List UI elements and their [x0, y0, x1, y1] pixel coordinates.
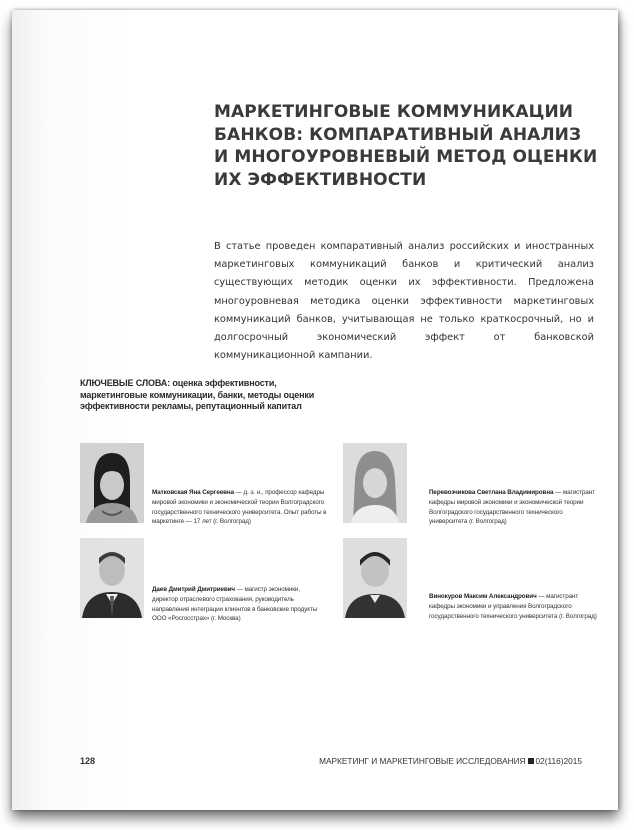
keywords-list: оценка эффективности, маркетинговые коммуникации, банки, методы оценки эффективности рекламы, репутационный капитал [80, 378, 315, 411]
square-separator-icon [528, 758, 534, 764]
keywords-block [80, 378, 335, 413]
journal-name: МАРКЕТИНГ И МАРКЕТИНГОВЫЕ ИССЛЕДОВАНИЯ [319, 756, 526, 766]
author-photo-perevozchikova [343, 443, 407, 523]
title-line: ИХ ЭФФЕКТИВНОСТИ [214, 169, 427, 190]
author-name: Винокуров Максим Александрович [429, 593, 537, 600]
author-description: — магистрант кафедры экономики и управления Волгоградского государственного технического университета (г. Волгоград) [429, 593, 597, 620]
author-description: — д. э. н., профессор кафедры мировой экономики и экономической теории Волгоградского государственного технического университета. Опыт работы в маркетинге — 17 лет (г. Волгоград) [152, 489, 327, 526]
author-bio-daev [152, 585, 327, 624]
issue-number: 02(116)2015 [535, 756, 582, 766]
page-number: 128 [80, 756, 96, 766]
article-title [214, 101, 598, 191]
author-photo-vinokurov [343, 538, 407, 618]
journal-page [12, 10, 618, 810]
author-bio-perevozchikova [429, 488, 599, 527]
title-line: МАРКЕТИНГОВЫЕ КОММУНИКАЦИИ [214, 102, 574, 122]
article-abstract: В статье проведен компаративный анализ российских и иностранных маркетинговых коммуникаций банков и критический анализ существующих методик оценки их эффективности. Предложена многоуровневая методика оценки эффективности маркетинговых коммуникаций банков, учитывающая не только краткосрочный, но и долгосрочный экономический эффект от банковской коммуникационной кампании. [214, 241, 594, 362]
author-bio-matkovskaya [152, 488, 327, 527]
author-name: Матковская Яна Сергеевна [152, 489, 234, 496]
title-line: И МНОГОУРОВНЕВЫЙ МЕТОД ОЦЕНКИ [214, 147, 598, 167]
author-description: — магистрант кафедры мировой экономики и экономической теории Волгоградского государственного технического университета (г. Волгоград) [429, 489, 595, 526]
journal-running-footer [319, 756, 582, 766]
author-bio-vinokurov [429, 592, 601, 621]
author-name: Даев Дмитрий Дмитриевич [152, 586, 235, 593]
author-description: — магистр экономики, директор отраслевого страхования, руководитель направления интеграции клиентов в банковские продукты ООО «Росгосстрах» (г. Москва) [152, 586, 318, 623]
author-name: Перевозчикова Светлана Владимировна [429, 489, 554, 496]
keywords-label: КЛЮЧЕВЫЕ СЛОВА: [80, 378, 171, 388]
author-photo-matkovskaya [80, 443, 144, 523]
author-photo-daev [80, 538, 144, 618]
title-line: БАНКОВ: КОМПАРАТИВНЫЙ АНАЛИЗ [214, 124, 582, 145]
